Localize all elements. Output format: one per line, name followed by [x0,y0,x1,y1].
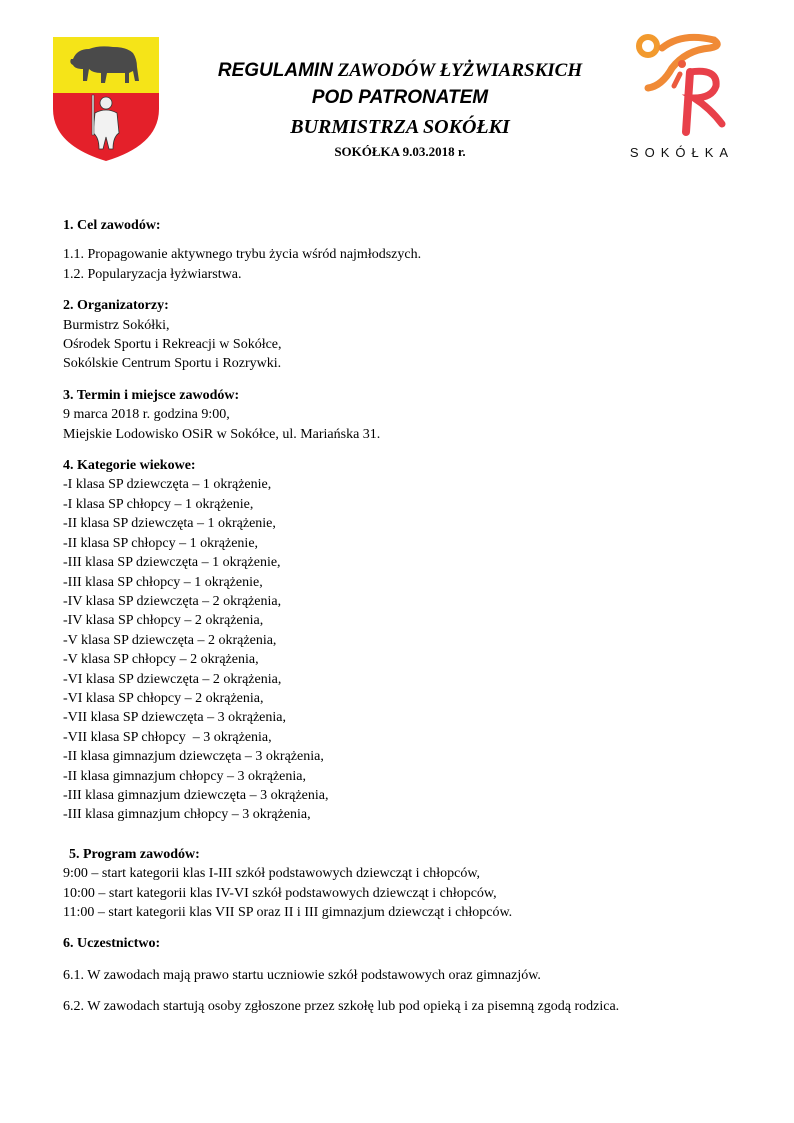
title-line-3: BURMISTRZA SOKÓŁKI [290,116,510,138]
title-word-regulamin: REGULAMIN [217,60,333,81]
sokolka-logo-text: SOKÓŁKA [629,145,735,160]
section-item: Ośrodek Sportu i Rekreacji w Sokółce, [63,337,282,353]
title-date: SOKÓŁKA 9.03.2018 r. [334,144,466,159]
section-heading-5: 5. Program zawodów: [69,846,200,862]
category-item: -VI klasa SP chłopcy – 2 okrążenia, [63,690,264,706]
category-item: -V klasa SP chłopcy – 2 okrążenia, [63,652,259,668]
sokolka-logo-icon [622,28,742,138]
section-heading-1: 1. Cel zawodów: [63,218,161,233]
section-item: Burmistrz Sokółki, [63,317,170,333]
category-item: -VI klasa SP dziewczęta – 2 okrążenia, [63,671,282,687]
category-item: -VII klasa SP dziewczęta – 3 okrążenia, [63,710,286,726]
section-item: 9 marca 2018 r. godzina 9:00, [63,407,230,423]
category-item: -III klasa gimnazjum chłopcy – 3 okrążenia, [63,807,311,823]
program-item: 9:00 – start kategorii klas I-III szkół podstawowych dziewcząt i chłopców, [63,866,481,882]
title-word-zawodow: ZAWODÓW ŁYŻWIARSKICH [337,60,583,81]
category-item: -III klasa SP dziewczęta – 1 okrążenie, [63,555,281,571]
section-heading-2: 2. Organizatorzy: [63,298,169,314]
section-item: Sokólskie Centrum Sportu i Rozrywki. [63,356,282,372]
participation-item: 6.1. W zawodach mają prawo startu uczniowie szkół podstawowych oraz gimnazjów. [63,967,541,983]
section-heading-6: 6. Uczestnictwo: [63,936,161,952]
section-item: Miejskie Lodowisko OSiR w Sokółce, ul. Mariańska 31. [63,426,381,442]
category-item: -IV klasa SP dziewczęta – 2 okrążenia, [63,593,282,609]
title-line-1 [180,58,620,84]
section-item: 1.2. Popularyzacja łyżwiarstwa. [63,266,242,282]
document-body [63,216,763,1017]
category-item: -II klasa gimnazjum chłopcy – 3 okrążenia, [63,768,306,784]
category-item: -II klasa gimnazjum dziewczęta – 3 okrążenia, [63,749,324,765]
program-item: 10:00 – start kategorii klas IV-VI szkół podstawowych dziewcząt i chłopców, [63,885,497,901]
category-item: -VII klasa SP chłopcy – 3 okrążenia, [63,729,272,745]
category-item: -III klasa SP chłopcy – 1 okrążenie, [63,574,263,590]
category-item: -II klasa SP chłopcy – 1 okrążenie, [63,535,259,551]
category-item: -I klasa SP dziewczęta – 1 okrążenie, [63,477,272,493]
category-item: -V klasa SP dziewczęta – 2 okrążenia, [63,632,277,648]
coat-of-arms-icon [53,37,159,163]
section-heading-3: 3. Termin i miejsce zawodów: [63,387,240,403]
section-heading-4: 4. Kategorie wiekowe: [63,458,196,474]
section-item: 1.1. Propagowanie aktywnego trybu życia wśród najmłodszych. [63,247,422,263]
program-item: 11:00 – start kategorii klas VII SP oraz II i III gimnazjum dziewcząt i chłopców. [63,905,513,920]
category-item: -I klasa SP chłopcy – 1 okrążenie, [63,496,254,512]
title-line-2: POD PATRONATEM [311,87,489,108]
category-item: -III klasa gimnazjum dziewczęta – 3 okrążenia, [63,787,329,803]
category-item: -IV klasa SP chłopcy – 2 okrążenia, [63,613,264,629]
category-item: -II klasa SP dziewczęta – 1 okrążenie, [63,516,276,532]
document-title [180,58,620,162]
participation-item: 6.2. W zawodach startują osoby zgłoszone przez szkołę lub pod opieką i za pisemną zgodą rodzica. [63,999,620,1015]
